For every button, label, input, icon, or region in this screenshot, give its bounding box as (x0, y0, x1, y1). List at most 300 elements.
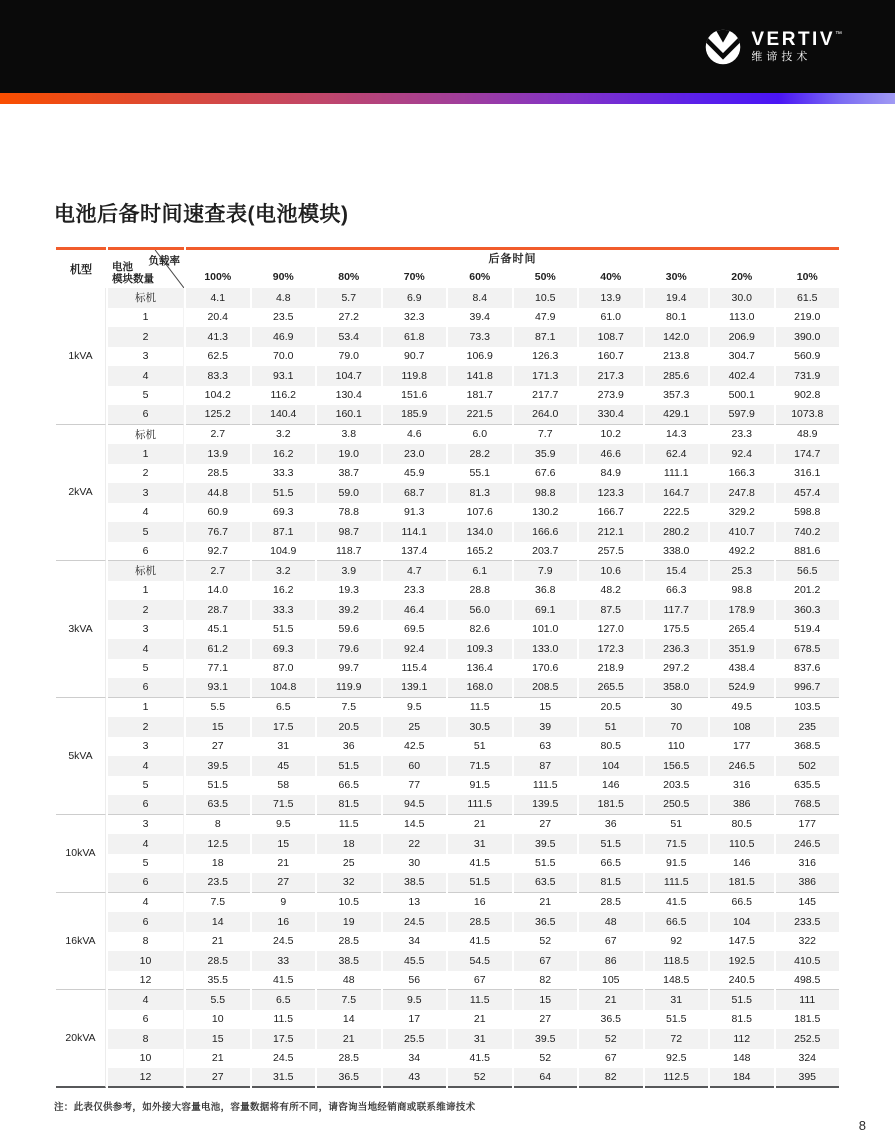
backup-time-cell: 560.9 (794, 350, 821, 363)
backup-time-cell: 51.5 (535, 857, 556, 870)
backup-time-cell: 185.9 (383, 405, 447, 425)
backup-time-cell: 17 (408, 1013, 421, 1026)
table-row (56, 308, 839, 328)
backup-time-cell: 93.1 (252, 366, 316, 386)
backup-time-cell: 316.1 (794, 467, 821, 480)
backup-time-cell: 11.5 (469, 701, 490, 714)
backup-time-cell: 280.2 (645, 522, 709, 542)
table-row (56, 756, 839, 776)
backup-time-cell: 28.5 (600, 896, 621, 909)
backup-time-cell: 60 (383, 756, 447, 776)
backup-time-cell: 33 (252, 951, 316, 971)
backup-time-cell: 64 (514, 1068, 578, 1088)
backup-time-cell: 109.3 (448, 639, 512, 659)
backup-time-cell: 324 (798, 1052, 817, 1065)
modules-count-cell: 3 (108, 737, 184, 757)
backup-time-cell: 15 (252, 834, 316, 854)
backup-time-cell: 38.5 (383, 873, 447, 893)
backup-time-cell: 148.5 (645, 971, 709, 991)
backup-time-cell: 233.5 (776, 912, 840, 932)
vertiv-logo-icon (705, 29, 741, 65)
backup-time-cell: 208.5 (514, 678, 578, 698)
backup-table (54, 247, 841, 1088)
backup-time-cell: 80.1 (666, 311, 687, 324)
backup-time-cell: 86 (579, 951, 643, 971)
table-row (56, 561, 839, 581)
table-row (56, 1029, 839, 1049)
modules-count-cell: 标机 (108, 288, 184, 308)
backup-time-cell: 58 (277, 779, 290, 792)
backup-time-cell: 524.9 (710, 678, 774, 698)
backup-time-cell: 410.7 (710, 522, 774, 542)
load-percent-header: 60% (469, 271, 491, 284)
table-body (56, 288, 839, 1088)
backup-time-cell: 41.5 (469, 935, 490, 948)
backup-time-cell: 12.5 (186, 834, 250, 854)
backup-time-cell: 104.2 (204, 389, 231, 402)
backup-time-cell: 201.2 (794, 584, 821, 597)
backup-time-cell: 14 (342, 1013, 355, 1026)
backup-time-cell: 82.6 (469, 623, 490, 636)
brand-name: VERTIV (751, 29, 835, 50)
model-cell: 3kVA (56, 561, 106, 698)
backup-time-cell: 112 (710, 1029, 774, 1049)
backup-time-cell: 7.7 (537, 428, 553, 441)
backup-time-cell: 9.5 (275, 818, 291, 831)
modules-count-cell: 3 (108, 347, 184, 367)
backup-time-cell: 297.2 (663, 662, 690, 675)
load-percent-header: 50% (534, 271, 556, 284)
backup-time-cell: 246.5 (776, 834, 840, 854)
backup-time-cell: 84.9 (600, 467, 621, 480)
backup-time-cell: 104 (579, 756, 643, 776)
table-row (56, 678, 839, 698)
backup-time-cell: 71.5 (448, 756, 512, 776)
backup-time-cell: 45.9 (404, 467, 425, 480)
table-row (56, 600, 839, 620)
backup-time-cell: 21 (473, 1013, 486, 1026)
backup-time-cell: 136.4 (466, 662, 493, 675)
backup-time-cell: 21 (539, 896, 552, 909)
backup-time-cell: 236.3 (645, 639, 709, 659)
backup-time-cell: 77 (408, 779, 421, 792)
backup-time-cell: 38.5 (317, 951, 381, 971)
load-percent-header: 40% (600, 271, 622, 284)
backup-time-cell: 330.4 (579, 405, 643, 425)
backup-time-cell: 20.5 (317, 717, 381, 737)
backup-time-cell: 23.3 (404, 584, 425, 597)
backup-time-cell: 104.8 (252, 678, 316, 698)
modules-count-cell: 6 (108, 542, 184, 562)
table-row (56, 542, 839, 562)
table-row (56, 951, 839, 971)
backup-time-cell: 32.3 (404, 311, 425, 324)
modules-count-cell: 5 (108, 522, 184, 542)
backup-time-cell: 81.5 (317, 795, 381, 815)
backup-time-cell: 36.5 (317, 1068, 381, 1088)
backup-time-cell: 51.5 (252, 483, 316, 503)
backup-time-cell: 273.9 (597, 389, 624, 402)
modules-count-cell: 3 (108, 483, 184, 503)
backup-time-cell: 46.4 (383, 600, 447, 620)
backup-time-cell: 87 (514, 756, 578, 776)
backup-time-cell: 386 (710, 795, 774, 815)
backup-time-cell: 25 (342, 857, 355, 870)
table-row (56, 405, 839, 425)
modules-count-cell: 5 (108, 386, 184, 406)
backup-time-cell: 41.3 (186, 327, 250, 347)
table-row (56, 581, 839, 601)
backup-time-cell: 42.5 (404, 740, 425, 753)
backup-time-cell: 67 (514, 951, 578, 971)
backup-time-cell: 36.8 (535, 584, 556, 597)
backup-time-cell: 98.7 (317, 522, 381, 542)
backup-time-cell: 160.7 (597, 350, 624, 363)
backup-time-cell: 329.2 (728, 506, 755, 519)
backup-time-cell: 28.5 (207, 467, 228, 480)
modules-count-cell: 10 (108, 951, 184, 971)
table-row (56, 425, 839, 445)
backup-time-cell: 6.5 (252, 990, 316, 1010)
backup-time-cell: 15.4 (645, 561, 709, 581)
backup-time-cell: 24.5 (383, 912, 447, 932)
backup-time-cell: 1073.8 (776, 405, 840, 425)
backup-time-cell: 80.5 (600, 740, 621, 753)
table-row (56, 386, 839, 406)
backup-time-cell: 81.5 (579, 873, 643, 893)
backup-time-cell: 44.8 (186, 483, 250, 503)
backup-time-cell: 127.0 (597, 623, 624, 636)
table-row (56, 639, 839, 659)
backup-time-cell: 39.5 (186, 756, 250, 776)
backup-time-cell: 250.5 (645, 795, 709, 815)
backup-time-cell: 119.8 (383, 366, 447, 386)
backup-time-cell: 25 (383, 717, 447, 737)
brand-trademark: ™ (835, 31, 842, 38)
backup-time-cell: 10.5 (338, 896, 359, 909)
modules-count-cell: 12 (108, 971, 184, 991)
table-row (56, 366, 839, 386)
backup-time-cell: 145 (798, 896, 817, 909)
backup-time-cell: 48.9 (797, 428, 818, 441)
backup-time-cell: 41.5 (252, 971, 316, 991)
backup-time-header: 后备时间 (186, 247, 839, 266)
backup-time-cell: 45 (252, 756, 316, 776)
backup-time-cell: 77.1 (207, 662, 228, 675)
backup-time-cell: 46.9 (252, 327, 316, 347)
gradient-stripe (0, 93, 895, 104)
brand-name-chinese: 维谛技术 (751, 51, 812, 63)
backup-time-cell: 31 (448, 834, 512, 854)
model-column-header: 机型 (56, 247, 106, 288)
model-cell: 10kVA (56, 815, 106, 893)
modules-count-cell: 6 (108, 678, 184, 698)
backup-time-cell: 28.5 (338, 1052, 359, 1065)
backup-time-cell: 410.5 (776, 951, 840, 971)
backup-time-cell: 14 (186, 912, 250, 932)
backup-time-cell: 45.5 (383, 951, 447, 971)
backup-time-cell: 13 (408, 896, 421, 909)
backup-time-cell: 39.5 (514, 1029, 578, 1049)
backup-time-cell: 165.2 (448, 542, 512, 562)
backup-time-cell: 10.6 (579, 561, 643, 581)
backup-time-cell: 316 (732, 779, 751, 792)
backup-time-cell: 66.5 (731, 896, 752, 909)
backup-time-cell: 33.3 (273, 467, 294, 480)
backup-time-cell: 5.7 (317, 288, 381, 308)
backup-time-cell: 67 (604, 1052, 617, 1065)
backup-time-cell: 27 (539, 818, 552, 831)
backup-time-cell: 118.7 (317, 542, 381, 562)
table-row (56, 1068, 839, 1088)
backup-time-cell: 15 (514, 990, 578, 1010)
backup-time-cell: 80.5 (731, 818, 752, 831)
backup-time-cell: 66.5 (645, 912, 709, 932)
backup-time-cell: 17.5 (252, 1029, 316, 1049)
backup-time-cell: 53.4 (317, 327, 381, 347)
backup-time-cell: 111.1 (663, 467, 689, 480)
backup-time-cell: 126.3 (532, 350, 559, 363)
model-cell: 5kVA (56, 698, 106, 815)
backup-time-cell: 502 (776, 756, 840, 776)
backup-time-cell: 10.5 (514, 288, 578, 308)
backup-time-cell: 34 (408, 1052, 421, 1065)
backup-time-cell: 141.8 (448, 366, 512, 386)
modules-count-cell: 1 (108, 698, 184, 718)
backup-time-cell: 34 (408, 935, 421, 948)
backup-time-cell: 70.0 (273, 350, 294, 363)
backup-time-cell: 27.2 (338, 311, 359, 324)
backup-time-cell: 16.2 (273, 584, 294, 597)
backup-time-cell: 15 (186, 717, 250, 737)
backup-time-cell: 73.3 (448, 327, 512, 347)
backup-time-cell: 82 (514, 971, 578, 991)
backup-time-cell: 101.0 (532, 623, 559, 636)
backup-time-cell: 92.4 (710, 444, 774, 464)
backup-time-cell: 8.4 (448, 288, 512, 308)
backup-time-cell: 9.5 (406, 701, 422, 714)
backup-time-cell: 98.8 (514, 483, 578, 503)
backup-time-cell: 16 (252, 912, 316, 932)
modules-count-cell: 6 (108, 405, 184, 425)
backup-time-cell: 61.8 (383, 327, 447, 347)
backup-time-cell: 123.3 (579, 483, 643, 503)
backup-time-cell: 110 (667, 740, 685, 753)
backup-time-cell: 171.3 (514, 366, 578, 386)
backup-time-cell: 140.4 (252, 405, 316, 425)
backup-time-cell: 87.5 (579, 600, 643, 620)
modules-count-cell: 5 (108, 854, 184, 874)
backup-time-cell: 28.5 (448, 912, 512, 932)
backup-time-cell: 94.5 (383, 795, 447, 815)
backup-time-cell: 357.3 (663, 389, 690, 402)
table-row (56, 971, 839, 991)
backup-time-cell: 111.5 (645, 873, 709, 893)
backup-time-cell: 28.2 (448, 444, 512, 464)
backup-time-cell: 881.6 (776, 542, 840, 562)
backup-time-cell: 2.7 (186, 561, 250, 581)
backup-time-cell: 52 (539, 1052, 552, 1065)
modules-count-cell: 12 (108, 1068, 184, 1088)
table-row (56, 327, 839, 347)
modules-count-cell: 1 (108, 581, 184, 601)
modules-count-cell: 1 (108, 444, 184, 464)
backup-time-cell: 19.4 (645, 288, 709, 308)
backup-time-cell: 43 (383, 1068, 447, 1088)
backup-time-cell: 108.7 (579, 327, 643, 347)
backup-time-cell: 39 (514, 717, 578, 737)
backup-time-cell: 67 (604, 935, 617, 948)
corner-cell (108, 247, 184, 288)
backup-time-cell: 51.5 (579, 834, 643, 854)
backup-time-cell: 142.0 (645, 327, 709, 347)
backup-time-cell: 635.5 (794, 779, 821, 792)
table-row (56, 464, 839, 484)
backup-time-cell: 104.9 (252, 542, 316, 562)
load-rate-label: 负载率 (148, 255, 180, 267)
backup-time-cell: 134.0 (448, 522, 512, 542)
modules-count-cell: 4 (108, 893, 184, 913)
backup-time-cell: 17.5 (252, 717, 316, 737)
backup-time-cell: 133.0 (514, 639, 578, 659)
backup-time-cell: 59.0 (317, 483, 381, 503)
table-row (56, 717, 839, 737)
backup-time-cell: 221.5 (448, 405, 512, 425)
table-row (56, 1010, 839, 1030)
table-row (56, 932, 839, 952)
load-percent-header: 20% (731, 271, 753, 284)
backup-time-cell: 36 (604, 818, 617, 831)
backup-time-cell: 137.4 (383, 542, 447, 562)
backup-time-cell: 118.5 (645, 951, 709, 971)
backup-time-cell: 130.4 (335, 389, 362, 402)
backup-time-cell: 235 (776, 717, 840, 737)
backup-time-cell: 61.5 (776, 288, 840, 308)
backup-time-cell: 92.7 (186, 542, 250, 562)
modules-count-cell: 4 (108, 990, 184, 1010)
backup-time-cell: 15 (186, 1029, 250, 1049)
backup-time-cell: 70 (645, 717, 709, 737)
backup-time-cell: 130.2 (532, 506, 559, 519)
backup-time-cell: 264.0 (514, 405, 578, 425)
backup-time-cell: 11.5 (448, 990, 512, 1010)
backup-time-cell: 69.1 (514, 600, 578, 620)
backup-time-cell: 106.9 (466, 350, 493, 363)
backup-time-cell: 148 (732, 1052, 751, 1065)
backup-time-cell: 139.1 (383, 678, 447, 698)
model-cell: 20kVA (56, 990, 106, 1088)
backup-time-cell: 103.5 (794, 701, 821, 714)
backup-time-cell: 7.5 (317, 990, 381, 1010)
modules-count-cell: 5 (108, 776, 184, 796)
backup-time-cell: 61.0 (600, 311, 621, 324)
backup-time-cell: 56.5 (776, 561, 840, 581)
backup-time-cell: 151.6 (401, 389, 428, 402)
load-percent-header: 30% (665, 271, 687, 284)
table-row (56, 834, 839, 854)
backup-time-cell: 51.5 (448, 873, 512, 893)
backup-time-cell: 166.6 (514, 522, 578, 542)
backup-time-cell: 111.5 (532, 779, 558, 792)
backup-time-cell: 45.1 (207, 623, 228, 636)
table-row (56, 503, 839, 523)
backup-time-cell: 33.3 (252, 600, 316, 620)
backup-time-cell: 7.9 (514, 561, 578, 581)
load-percent-header: 80% (338, 271, 360, 284)
backup-time-cell: 351.9 (710, 639, 774, 659)
backup-time-cell: 304.7 (728, 350, 755, 363)
backup-time-cell: 36 (342, 740, 355, 753)
backup-time-cell: 181.5 (794, 1013, 821, 1026)
backup-time-cell: 79.6 (317, 639, 381, 659)
backup-time-cell: 181.5 (579, 795, 643, 815)
backup-time-cell: 368.5 (794, 740, 821, 753)
modules-count-cell: 3 (108, 620, 184, 640)
backup-time-cell: 36.5 (600, 1013, 621, 1026)
backup-time-cell: 104 (710, 912, 774, 932)
backup-time-cell: 114.1 (383, 522, 447, 542)
backup-time-cell: 3.8 (341, 428, 357, 441)
modules-count-cell: 标机 (108, 561, 184, 581)
backup-time-cell: 6.9 (383, 288, 447, 308)
backup-time-cell: 247.8 (710, 483, 774, 503)
backup-time-cell: 119.9 (317, 678, 381, 698)
backup-time-cell: 678.5 (776, 639, 840, 659)
backup-time-cell: 51 (670, 818, 683, 831)
backup-time-cell: 5.5 (210, 701, 226, 714)
backup-time-cell: 78.8 (338, 506, 359, 519)
backup-time-cell: 107.6 (466, 506, 493, 519)
modules-count-cell: 4 (108, 503, 184, 523)
backup-time-cell: 25.5 (383, 1029, 447, 1049)
backup-time-cell: 91.3 (404, 506, 425, 519)
modules-count-cell: 6 (108, 795, 184, 815)
backup-time-cell: 27 (252, 873, 316, 893)
modules-count-cell: 6 (108, 873, 184, 893)
backup-time-cell: 35.5 (186, 971, 250, 991)
backup-time-cell: 28.5 (338, 935, 359, 948)
modules-count-cell: 8 (108, 932, 184, 952)
backup-time-cell: 11.5 (273, 1013, 294, 1026)
backup-time-cell: 110.5 (710, 834, 774, 854)
backup-time-cell: 41.5 (469, 857, 490, 870)
backup-time-cell: 429.1 (645, 405, 709, 425)
backup-time-cell: 156.5 (645, 756, 709, 776)
backup-time-cell: 4.1 (186, 288, 250, 308)
backup-time-cell: 9 (280, 896, 287, 909)
backup-time-cell: 147.5 (728, 935, 755, 948)
backup-time-cell: 72 (645, 1029, 709, 1049)
backup-time-cell: 66.3 (666, 584, 687, 597)
table-row (56, 776, 839, 796)
backup-time-cell: 178.9 (710, 600, 774, 620)
backup-time-cell: 91.5 (469, 779, 490, 792)
backup-time-cell: 23.3 (731, 428, 752, 441)
backup-time-cell: 492.2 (710, 542, 774, 562)
backup-time-cell: 203.5 (663, 779, 690, 792)
modules-count-cell: 4 (108, 366, 184, 386)
backup-time-cell: 56.0 (448, 600, 512, 620)
backup-time-cell: 62.4 (645, 444, 709, 464)
backup-time-cell: 11.5 (338, 818, 359, 831)
backup-time-cell: 457.4 (776, 483, 840, 503)
backup-time-cell: 112.5 (645, 1068, 709, 1088)
modules-count-cell: 2 (108, 600, 184, 620)
backup-time-cell: 32 (317, 873, 381, 893)
backup-time-cell: 316 (798, 857, 817, 870)
backup-time-cell: 170.6 (532, 662, 559, 675)
backup-time-cell: 23.0 (383, 444, 447, 464)
